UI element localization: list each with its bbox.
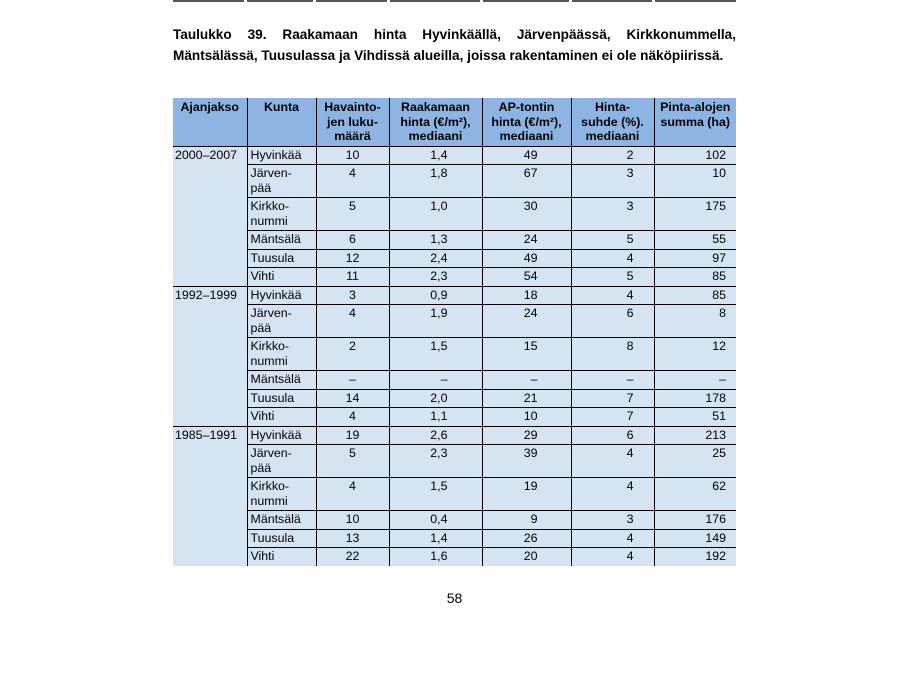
cell-hintasuhde: 2 <box>571 146 654 165</box>
table-row <box>173 249 736 268</box>
cell-pinta-alat: 62 <box>654 478 736 511</box>
cell-kunta <box>247 165 316 198</box>
cell-ajanjakso <box>173 371 247 390</box>
kunta-line: Järven- <box>250 306 292 320</box>
cell-raakamaan-hinta: 1,5 <box>389 338 482 371</box>
cell-hintasuhde: 3 <box>571 511 654 530</box>
table-row <box>173 478 736 511</box>
table-row <box>173 338 736 371</box>
cell-pinta-alat: 149 <box>654 529 736 548</box>
cell-hintasuhde: 6 <box>571 305 654 338</box>
cell-kunta <box>247 389 316 408</box>
cell-ajanjakso <box>173 198 247 231</box>
cell-ap-tontin-hinta: 39 <box>482 445 571 478</box>
cell-havainnot: 5 <box>316 198 389 231</box>
cell-ajanjakso <box>173 511 247 530</box>
cell-ap-tontin-hinta: 54 <box>482 268 571 287</box>
cell-ap-tontin-hinta: 24 <box>482 231 571 250</box>
cell-havainnot: 6 <box>316 231 389 250</box>
table-caption: Taulukko 39. Raakamaan hinta Hyvinkäällä, Järvenpäässä, Kirkkonummella, Mäntsälässä, Tuusulassa ja Vihdissä alueilla, joissa rakentaminen ei ole näköpiirissä. <box>173 27 736 63</box>
cell-ap-tontin-hinta: – <box>482 371 571 390</box>
table-row <box>173 165 736 198</box>
table-row <box>173 408 736 427</box>
cell-hintasuhde: 6 <box>571 426 654 445</box>
table-row <box>173 548 736 566</box>
kunta-line: Hyvinkää <box>250 147 302 162</box>
cell-hintasuhde: 4 <box>571 478 654 511</box>
cell-ap-tontin-hinta: 67 <box>482 165 571 198</box>
table-row <box>173 305 736 338</box>
cell-ap-tontin-hinta: 26 <box>482 529 571 548</box>
cell-ap-tontin-hinta: 49 <box>482 249 571 268</box>
header-ajanjakso: Ajanjakso <box>173 98 247 146</box>
table-row <box>173 426 736 445</box>
kunta-line: Mäntsälä <box>250 512 301 526</box>
kunta-line: nummi <box>250 493 288 508</box>
cell-ajanjakso <box>173 389 247 408</box>
cell-kunta <box>247 231 316 250</box>
cell-ap-tontin-hinta: 24 <box>482 305 571 338</box>
cell-kunta <box>247 338 316 371</box>
cell-ajanjakso <box>173 249 247 268</box>
cell-raakamaan-hinta: 2,3 <box>389 445 482 478</box>
cell-kunta <box>247 198 316 231</box>
cell-kunta <box>247 249 316 268</box>
kunta-line: Mäntsälä <box>250 232 301 246</box>
cell-raakamaan-hinta: – <box>389 371 482 390</box>
cell-kunta <box>247 529 316 548</box>
cell-ajanjakso <box>173 338 247 371</box>
cell-raakamaan-hinta: 1,3 <box>389 231 482 250</box>
table-row <box>173 445 736 478</box>
cell-ajanjakso <box>173 548 247 566</box>
kunta-line: Tuusula <box>250 250 295 265</box>
cell-ajanjakso <box>173 231 247 250</box>
cell-pinta-alat: 192 <box>654 548 736 566</box>
cell-hintasuhde: 4 <box>571 286 654 305</box>
table-row <box>173 529 736 548</box>
cell-pinta-alat: 178 <box>654 389 736 408</box>
cell-kunta <box>247 371 316 390</box>
cell-raakamaan-hinta: 1,5 <box>389 478 482 511</box>
table-body <box>173 146 736 566</box>
cell-pinta-alat: – <box>654 371 736 390</box>
cell-kunta <box>247 426 316 445</box>
cell-ap-tontin-hinta: 10 <box>482 408 571 427</box>
cell-ap-tontin-hinta: 19 <box>482 478 571 511</box>
cell-raakamaan-hinta: 1,1 <box>389 408 482 427</box>
cell-havainnot: 4 <box>316 305 389 338</box>
cell-raakamaan-hinta: 2,0 <box>389 389 482 408</box>
cell-havainnot: 13 <box>316 529 389 548</box>
cell-kunta <box>247 305 316 338</box>
cell-raakamaan-hinta: 1,8 <box>389 165 482 198</box>
cell-ap-tontin-hinta: 30 <box>482 198 571 231</box>
cell-kunta <box>247 511 316 530</box>
cell-havainnot: 10 <box>316 146 389 165</box>
cell-ap-tontin-hinta: 49 <box>482 146 571 165</box>
cell-hintasuhde: 4 <box>571 445 654 478</box>
kunta-line: Vihti <box>250 409 275 423</box>
cell-havainnot: 11 <box>316 268 389 287</box>
header-pinta-alat: Pinta-alojen summa (ha) <box>654 98 736 146</box>
kunta-line: Vihti <box>250 269 275 283</box>
cell-ajanjakso <box>173 408 247 427</box>
cell-ap-tontin-hinta: 15 <box>482 338 571 371</box>
cell-pinta-alat: 8 <box>654 305 736 338</box>
cell-havainnot: 12 <box>316 249 389 268</box>
cell-raakamaan-hinta: 2,6 <box>389 426 482 445</box>
header-raakamaan-hinta: Raakamaan hinta (€/m²), mediaani <box>389 98 482 146</box>
kunta-line: Tuusula <box>250 530 295 545</box>
kunta-line: Kirkko- <box>250 339 290 353</box>
cell-ajanjakso <box>173 305 247 338</box>
cell-havainnot: 14 <box>316 389 389 408</box>
cell-pinta-alat: 213 <box>654 426 736 445</box>
cell-ajanjakso <box>173 165 247 198</box>
cell-havainnot: 4 <box>316 408 389 427</box>
cell-kunta <box>247 146 316 165</box>
cell-raakamaan-hinta: 1,9 <box>389 305 482 338</box>
cell-pinta-alat: 85 <box>654 268 736 287</box>
cell-pinta-alat: 51 <box>654 408 736 427</box>
cell-pinta-alat: 176 <box>654 511 736 530</box>
cell-havainnot: – <box>316 371 389 390</box>
cell-ap-tontin-hinta: 21 <box>482 389 571 408</box>
cell-pinta-alat: 12 <box>654 338 736 371</box>
header-havainnot: Havainto- jen luku- määrä <box>316 98 389 146</box>
cell-havainnot: 19 <box>316 426 389 445</box>
kunta-line: Kirkko- <box>250 199 290 213</box>
cell-hintasuhde: 4 <box>571 548 654 566</box>
cell-ajanjakso <box>173 268 247 287</box>
cell-hintasuhde: 4 <box>571 249 654 268</box>
cell-havainnot: 2 <box>316 338 389 371</box>
cell-pinta-alat: 175 <box>654 198 736 231</box>
kunta-line: nummi <box>250 353 288 368</box>
cell-ajanjakso <box>173 478 247 511</box>
cell-havainnot: 4 <box>316 478 389 511</box>
table-row <box>173 371 736 390</box>
previous-table-bottom-edge <box>173 0 736 2</box>
price-table <box>173 98 736 566</box>
cell-ajanjakso: 1992–1999 <box>173 286 247 305</box>
cell-raakamaan-hinta: 0,9 <box>389 286 482 305</box>
cell-raakamaan-hinta: 0,4 <box>389 511 482 530</box>
cell-kunta <box>247 445 316 478</box>
header-ap-tontin-hinta: AP-tontin hinta (€/m²), mediaani <box>482 98 571 146</box>
kunta-line: pää <box>250 180 272 195</box>
cell-hintasuhde: 4 <box>571 529 654 548</box>
kunta-line: Vihti <box>250 549 275 563</box>
cell-raakamaan-hinta: 2,3 <box>389 268 482 287</box>
cell-hintasuhde: 5 <box>571 268 654 287</box>
cell-pinta-alat: 85 <box>654 286 736 305</box>
cell-havainnot: 4 <box>316 165 389 198</box>
cell-pinta-alat: 10 <box>654 165 736 198</box>
kunta-line: Mäntsälä <box>250 372 301 386</box>
cell-ajanjakso: 1985–1991 <box>173 426 247 445</box>
cell-havainnot: 10 <box>316 511 389 530</box>
cell-hintasuhde: 7 <box>571 389 654 408</box>
cell-ap-tontin-hinta: 20 <box>482 548 571 566</box>
cell-kunta <box>247 548 316 566</box>
cell-pinta-alat: 102 <box>654 146 736 165</box>
table-row <box>173 511 736 530</box>
cell-hintasuhde: – <box>571 371 654 390</box>
kunta-line: Hyvinkää <box>250 287 302 302</box>
cell-raakamaan-hinta: 1,0 <box>389 198 482 231</box>
table-row <box>173 146 736 165</box>
cell-ap-tontin-hinta: 18 <box>482 286 571 305</box>
cell-raakamaan-hinta: 1,4 <box>389 146 482 165</box>
cell-pinta-alat: 55 <box>654 231 736 250</box>
cell-hintasuhde: 3 <box>571 165 654 198</box>
cell-ap-tontin-hinta: 29 <box>482 426 571 445</box>
cell-raakamaan-hinta: 1,6 <box>389 548 482 566</box>
cell-hintasuhde: 5 <box>571 231 654 250</box>
cell-ajanjakso <box>173 445 247 478</box>
header-kunta: Kunta <box>247 98 316 146</box>
cell-kunta <box>247 286 316 305</box>
kunta-line: Tuusula <box>250 390 295 405</box>
cell-ajanjakso <box>173 529 247 548</box>
cell-hintasuhde: 7 <box>571 408 654 427</box>
kunta-line: nummi <box>250 213 288 228</box>
kunta-line: pää <box>250 320 272 335</box>
header-hintasuhde: Hinta- suhde (%). mediaani <box>571 98 654 146</box>
cell-ajanjakso: 2000–2007 <box>173 146 247 165</box>
table-row <box>173 389 736 408</box>
kunta-line: Hyvinkää <box>250 427 302 442</box>
cell-hintasuhde: 3 <box>571 198 654 231</box>
cell-ap-tontin-hinta: 9 <box>482 511 571 530</box>
kunta-line: Kirkko- <box>250 479 290 493</box>
cell-hintasuhde: 8 <box>571 338 654 371</box>
cell-kunta <box>247 478 316 511</box>
table-row <box>173 286 736 305</box>
page-number: 58 <box>446 590 463 606</box>
kunta-line: pää <box>250 460 272 475</box>
cell-kunta <box>247 268 316 287</box>
cell-havainnot: 22 <box>316 548 389 566</box>
table-header-row <box>173 98 736 146</box>
cell-kunta <box>247 408 316 427</box>
cell-raakamaan-hinta: 2,4 <box>389 249 482 268</box>
cell-havainnot: 5 <box>316 445 389 478</box>
cell-pinta-alat: 25 <box>654 445 736 478</box>
table-row <box>173 198 736 231</box>
cell-pinta-alat: 97 <box>654 249 736 268</box>
kunta-line: Järven- <box>250 166 292 180</box>
cell-havainnot: 3 <box>316 286 389 305</box>
cell-raakamaan-hinta: 1,4 <box>389 529 482 548</box>
table-row <box>173 268 736 287</box>
kunta-line: Järven- <box>250 446 292 460</box>
table-row <box>173 231 736 250</box>
